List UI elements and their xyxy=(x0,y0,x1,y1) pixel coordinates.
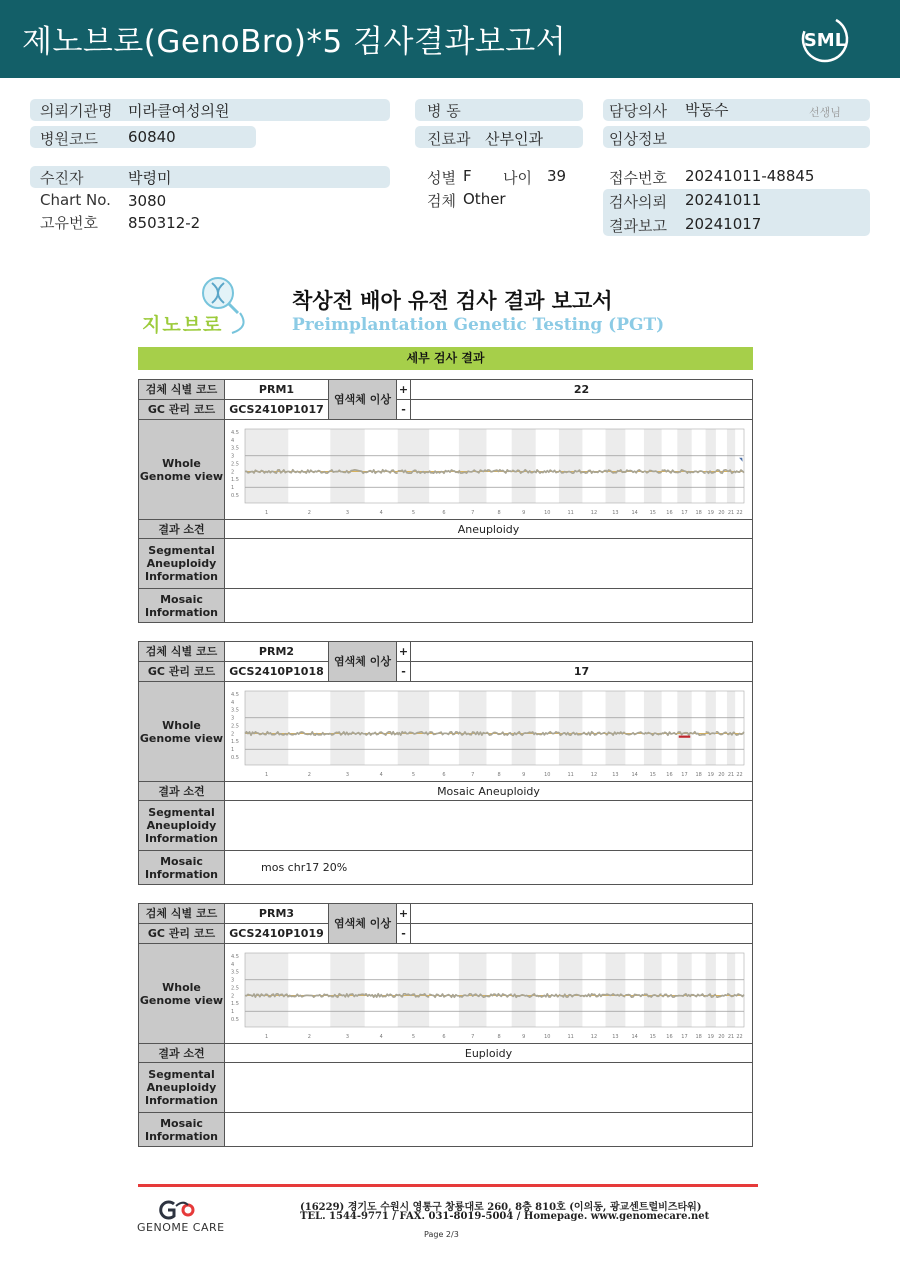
loss-chromosomes xyxy=(411,400,753,420)
chromosome-band xyxy=(677,429,691,503)
doctor-value: 박동수 xyxy=(685,101,729,119)
chromosome-band xyxy=(727,691,735,765)
x-tick-label: 12 xyxy=(590,1034,598,1040)
x-tick-label: 19 xyxy=(707,510,714,516)
x-tick-label: 18 xyxy=(695,1034,702,1040)
y-tick-label: 1.5 xyxy=(231,477,239,484)
x-tick-label: 2 xyxy=(307,772,311,778)
segmental-value xyxy=(225,539,753,589)
x-tick-label: 20 xyxy=(718,1034,725,1040)
report-title: 제노브로(GenoBro)*5 검사결과보고서 xyxy=(22,24,567,60)
footer-contact: TEL. 1544-9771 / FAX. 031-8019-5004 / Homepage. www.genomecare.net xyxy=(300,1211,710,1222)
x-tick-label: 13 xyxy=(612,510,619,516)
chromosome-band xyxy=(727,953,735,1027)
x-tick-label: 17 xyxy=(681,510,688,516)
y-tick-label: 3 xyxy=(231,977,235,984)
y-tick-label: 2.5 xyxy=(231,985,239,992)
specimen-value: Other xyxy=(463,190,506,208)
sample-block-1 xyxy=(138,379,753,623)
result-value: Aneuploidy xyxy=(225,520,753,539)
chromosome-band xyxy=(644,429,662,503)
result-value: Mosaic Aneuploidy xyxy=(225,782,753,801)
x-tick-label: 15 xyxy=(649,510,656,516)
sex-value: F xyxy=(463,167,472,185)
x-tick-label: 12 xyxy=(590,510,598,516)
gc-code-label: GC 관리 코드 xyxy=(139,924,225,944)
chromosome-band xyxy=(245,429,288,503)
sample-table xyxy=(138,903,753,1147)
x-tick-label: 6 xyxy=(442,1034,446,1040)
request-date-label: 검사의뢰 xyxy=(609,193,667,211)
institution-value: 미라클여성의원 xyxy=(128,102,230,120)
y-tick-label: 3.5 xyxy=(231,969,239,976)
footer-address: (16229) 경기도 수원시 영통구 창룡대로 260, 8층 810호 (이의동, 광교센트럴비즈타워) xyxy=(300,1202,702,1213)
y-tick-label: 4.5 xyxy=(231,429,239,436)
chromosome-band xyxy=(559,429,582,503)
x-tick-label: 9 xyxy=(522,772,526,778)
y-tick-label: 3 xyxy=(231,453,235,460)
x-tick-label: 11 xyxy=(567,772,574,778)
x-tick-label: 4 xyxy=(379,510,383,516)
mosaic-value xyxy=(225,589,753,623)
hospital-code-label: 병원코드 xyxy=(40,130,98,148)
x-tick-label: 14 xyxy=(631,772,638,778)
x-tick-label: 10 xyxy=(544,772,551,778)
x-tick-label: 4 xyxy=(379,772,383,778)
whole-genome-chart-cell xyxy=(225,944,753,1044)
chart-no-value: 3080 xyxy=(128,192,167,210)
y-tick-label: 2 xyxy=(231,731,235,738)
chromosome-band xyxy=(559,691,582,765)
chromosome-band xyxy=(245,691,288,765)
x-tick-label: 21 xyxy=(727,772,735,778)
x-tick-label: 6 xyxy=(442,510,446,516)
result-label: 결과 소견 xyxy=(139,782,225,801)
loss-sign: - xyxy=(397,400,411,420)
chrom-abnormal-label: 염색체 이상 xyxy=(329,380,397,420)
report-title-english: Preimplantation Genetic Testing (PGT) xyxy=(292,315,665,335)
x-tick-label: 9 xyxy=(522,1034,526,1040)
sample-code-label: 검체 식별 코드 xyxy=(139,642,225,662)
chromosome-band xyxy=(398,953,429,1027)
x-tick-label: 6 xyxy=(442,772,446,778)
y-tick-label: 1.5 xyxy=(231,739,239,746)
section-title: 세부 검사 결과 xyxy=(138,347,753,370)
chart-no-label: Chart No. xyxy=(40,191,111,209)
chromosome-band xyxy=(398,429,429,503)
gc-code-label: GC 관리 코드 xyxy=(139,662,225,682)
x-tick-label: 3 xyxy=(345,510,350,516)
x-tick-label: 13 xyxy=(612,772,619,778)
y-tick-label: 2.5 xyxy=(231,461,239,468)
y-tick-label: 2 xyxy=(231,993,235,1000)
result-label: 결과 소견 xyxy=(139,520,225,539)
chromosome-band xyxy=(606,429,626,503)
x-tick-label: 22 xyxy=(736,772,743,778)
x-tick-label: 2 xyxy=(307,510,311,516)
sample-block-2 xyxy=(138,641,753,885)
chromosome-band xyxy=(559,953,582,1027)
segmental-label: Segmental Aneuploidy Information xyxy=(139,801,225,851)
y-tick-label: 4 xyxy=(231,699,235,706)
department-label: 진료과 xyxy=(427,130,471,148)
chromosome-band xyxy=(677,953,691,1027)
sample-code-label: 검체 식별 코드 xyxy=(139,904,225,924)
y-tick-label: 0.5 xyxy=(231,1016,239,1023)
y-tick-label: 4.5 xyxy=(231,691,239,698)
chromosome-band xyxy=(512,953,536,1027)
chrom-abnormal-label: 염색체 이상 xyxy=(329,642,397,682)
gc-code-value: GCS2410P1018 xyxy=(225,662,329,682)
sample-block-3 xyxy=(138,903,753,1147)
patient-row xyxy=(30,166,390,188)
y-tick-label: 3 xyxy=(231,715,235,722)
whole-genome-chart xyxy=(229,423,749,517)
id-number-label: 고유번호 xyxy=(40,214,98,232)
x-tick-label: 8 xyxy=(497,510,501,516)
chromosome-19-copy-number xyxy=(706,471,716,473)
ward-label: 병 동 xyxy=(427,102,461,120)
patient-label: 수진자 xyxy=(40,169,84,187)
chromosome-band xyxy=(398,691,429,765)
chromosome-band xyxy=(459,953,487,1027)
x-tick-label: 5 xyxy=(411,510,416,516)
gc-code-label: GC 관리 코드 xyxy=(139,400,225,420)
y-tick-label: 3.5 xyxy=(231,445,239,452)
x-tick-label: 5 xyxy=(411,1034,416,1040)
chromosome-band xyxy=(512,429,536,503)
receipt-value: 20241011-48845 xyxy=(685,167,815,185)
x-tick-label: 21 xyxy=(727,1034,735,1040)
genobro-logo xyxy=(140,275,260,340)
x-tick-label: 18 xyxy=(695,510,702,516)
sml-logo xyxy=(800,14,850,64)
sample-code-value: PRM1 xyxy=(225,380,329,400)
chrom-abnormal-label: 염색체 이상 xyxy=(329,904,397,944)
whole-genome-chart-cell xyxy=(225,682,753,782)
result-value: Euploidy xyxy=(225,1044,753,1063)
mosaic-label: Mosaic Information xyxy=(139,851,225,885)
chromosome-band xyxy=(330,429,364,503)
age-value: 39 xyxy=(547,167,567,185)
gain-chromosomes: 22 xyxy=(411,380,753,400)
gain-chromosomes xyxy=(411,904,753,924)
sample-table xyxy=(138,641,753,885)
report-title-korean: 착상전 배아 유전 검사 결과 보고서 xyxy=(292,289,613,313)
receipt-label: 접수번호 xyxy=(609,169,667,187)
mosaic-value: mos chr17 20% xyxy=(225,851,753,885)
x-tick-label: 16 xyxy=(666,1034,673,1040)
y-tick-label: 0.5 xyxy=(231,754,239,761)
whole-genome-chart-cell xyxy=(225,420,753,520)
segmental-label: Segmental Aneuploidy Information xyxy=(139,1063,225,1113)
x-tick-label: 1 xyxy=(265,1034,269,1040)
x-tick-label: 9 xyxy=(522,510,526,516)
sample-table xyxy=(138,379,753,623)
sample-code-label: 검체 식별 코드 xyxy=(139,380,225,400)
y-tick-label: 1 xyxy=(231,747,235,754)
y-tick-label: 3.5 xyxy=(231,707,239,714)
x-tick-label: 8 xyxy=(497,772,501,778)
x-tick-label: 18 xyxy=(695,772,702,778)
doctor-label: 담당의사 xyxy=(609,102,667,120)
x-tick-label: 4 xyxy=(379,1034,383,1040)
footer-divider xyxy=(138,1184,758,1187)
id-number-value: 850312-2 xyxy=(128,214,201,232)
patient-value: 박령미 xyxy=(128,169,172,187)
y-tick-label: 2.5 xyxy=(231,723,239,730)
chromosome-band xyxy=(330,691,364,765)
x-tick-label: 7 xyxy=(471,510,475,516)
y-tick-label: 1.5 xyxy=(231,1001,239,1008)
chromosome-band xyxy=(459,691,487,765)
x-tick-label: 19 xyxy=(707,772,714,778)
loss-chromosomes xyxy=(411,924,753,944)
x-tick-label: 1 xyxy=(265,510,269,516)
x-tick-label: 16 xyxy=(666,772,673,778)
x-tick-label: 3 xyxy=(345,772,350,778)
report-date-label: 결과보고 xyxy=(609,217,667,235)
genobro-logo-text: 지노브로 xyxy=(142,314,224,336)
x-tick-label: 15 xyxy=(649,1034,656,1040)
chromosome-band xyxy=(606,691,626,765)
x-tick-label: 7 xyxy=(471,1034,475,1040)
gain-sign: + xyxy=(397,904,411,924)
x-tick-label: 12 xyxy=(590,772,598,778)
clinical-label: 임상정보 xyxy=(609,130,667,148)
gain-sign: + xyxy=(397,642,411,662)
y-tick-label: 4.5 xyxy=(231,953,239,960)
department-value: 산부인과 xyxy=(485,130,543,148)
segmental-value xyxy=(225,801,753,851)
mosaic-label: Mosaic Information xyxy=(139,1113,225,1147)
x-tick-label: 15 xyxy=(649,772,656,778)
x-tick-label: 2 xyxy=(307,1034,311,1040)
institution-label: 의뢰기관명 xyxy=(40,102,113,120)
gc-code-value: GCS2410P1017 xyxy=(225,400,329,420)
loss-chromosomes: 17 xyxy=(411,662,753,682)
x-tick-label: 14 xyxy=(631,510,638,516)
gain-sign: + xyxy=(397,380,411,400)
report-date-value: 20241017 xyxy=(685,215,762,233)
x-tick-label: 17 xyxy=(681,1034,688,1040)
whole-genome-label: Whole Genome view xyxy=(139,944,225,1044)
whole-genome-chart xyxy=(229,947,749,1041)
chromosome-band xyxy=(330,953,364,1027)
sex-label: 성별 xyxy=(427,169,456,187)
chromosome-band xyxy=(677,691,691,765)
whole-genome-label: Whole Genome view xyxy=(139,682,225,782)
chromosome-band xyxy=(512,691,536,765)
segmental-label: Segmental Aneuploidy Information xyxy=(139,539,225,589)
x-tick-label: 14 xyxy=(631,1034,638,1040)
x-tick-label: 22 xyxy=(736,1034,743,1040)
sample-code-value: PRM2 xyxy=(225,642,329,662)
chromosome-band xyxy=(644,691,662,765)
mosaic-label: Mosaic Information xyxy=(139,589,225,623)
y-tick-label: 1 xyxy=(231,1009,235,1016)
sml-logo-text: SML xyxy=(803,30,847,51)
segmental-value xyxy=(225,1063,753,1113)
x-tick-label: 11 xyxy=(567,1034,574,1040)
doctor-suffix: 선생님 xyxy=(809,106,841,119)
y-tick-label: 2 xyxy=(231,469,235,476)
page-number: Page 2/3 xyxy=(424,1230,459,1239)
x-tick-label: 22 xyxy=(736,510,743,516)
chromosome-band xyxy=(245,953,288,1027)
hospital-code-value: 60840 xyxy=(128,128,176,146)
x-tick-label: 10 xyxy=(544,1034,551,1040)
y-tick-label: 4 xyxy=(231,437,235,444)
y-tick-label: 4 xyxy=(231,961,235,968)
company-name: GENOME CARE xyxy=(137,1221,225,1234)
x-tick-label: 5 xyxy=(411,772,416,778)
chromosome-band xyxy=(644,953,662,1027)
gain-chromosomes xyxy=(411,642,753,662)
x-tick-label: 3 xyxy=(345,1034,350,1040)
age-label: 나이 xyxy=(503,169,532,187)
chromosome-18-copy-number xyxy=(692,471,706,473)
x-tick-label: 8 xyxy=(497,1034,501,1040)
request-date-value: 20241011 xyxy=(685,191,762,209)
chromosome-band xyxy=(606,953,626,1027)
x-tick-label: 21 xyxy=(727,510,735,516)
loss-sign: - xyxy=(397,924,411,944)
x-tick-label: 7 xyxy=(471,772,475,778)
x-tick-label: 13 xyxy=(612,1034,619,1040)
x-tick-label: 20 xyxy=(718,772,725,778)
loss-sign: - xyxy=(397,662,411,682)
y-tick-label: 1 xyxy=(231,485,235,492)
sample-code-value: PRM3 xyxy=(225,904,329,924)
whole-genome-label: Whole Genome view xyxy=(139,420,225,520)
y-tick-label: 0.5 xyxy=(231,492,239,499)
chromosome-band xyxy=(706,691,716,765)
mosaic-value xyxy=(225,1113,753,1147)
specimen-label: 검체 xyxy=(427,192,456,210)
chromosome-band xyxy=(706,429,716,503)
x-tick-label: 19 xyxy=(707,1034,714,1040)
result-label: 결과 소견 xyxy=(139,1044,225,1063)
chromosome-band xyxy=(459,429,487,503)
x-tick-label: 1 xyxy=(265,772,269,778)
x-tick-label: 16 xyxy=(666,510,673,516)
x-tick-label: 17 xyxy=(681,772,688,778)
x-tick-label: 10 xyxy=(544,510,551,516)
chromosome-band xyxy=(706,953,716,1027)
chromosome-band xyxy=(727,429,735,503)
gc-code-value: GCS2410P1019 xyxy=(225,924,329,944)
x-tick-label: 11 xyxy=(567,510,574,516)
whole-genome-chart xyxy=(229,685,749,779)
x-tick-label: 20 xyxy=(718,510,725,516)
report-header-bar xyxy=(0,0,900,78)
